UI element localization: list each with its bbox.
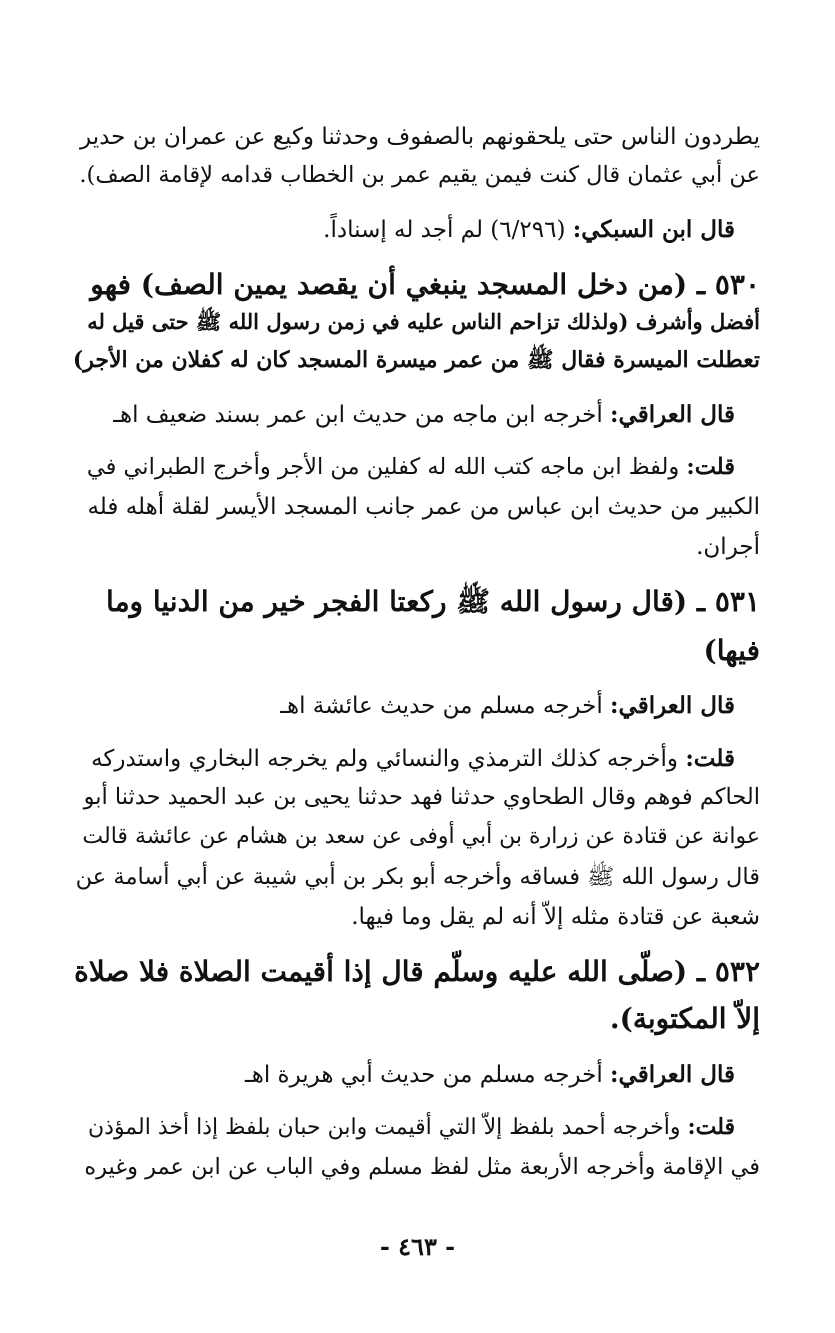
commentary-line bbox=[75, 401, 735, 430]
text-line: في الإقامة وأخرجه الأربعة مثل لفظ مسلم وفي الباب عن ابن عمر وغيره bbox=[84, 1154, 760, 1180]
hadith-line: تعطلت الميسرة فقال ﷺ من عمر ميسرة المسجد كان له كفلان من الأجر) bbox=[72, 347, 760, 373]
text-line: عوانة عن قتادة عن زرارة بن أبي أوفى عن سعد بن هشام عن عائشة قالت bbox=[82, 824, 760, 849]
commentary-lead: قال العراقي: bbox=[610, 1061, 735, 1088]
text-line: قال رسول الله ﷺ فساقه وأخرجه أبو بكر بن أبي شيبة عن أبي أسامة عن bbox=[75, 864, 760, 890]
divider bbox=[78, 442, 758, 443]
commentary-text: أخرجه مسلم من حديث أبي هريرة اهـ bbox=[244, 1062, 611, 1088]
commentary-line bbox=[75, 1114, 735, 1141]
divider bbox=[78, 944, 758, 945]
commentary-lead: قلت: bbox=[685, 745, 735, 772]
divider bbox=[78, 1049, 758, 1050]
divider bbox=[78, 203, 758, 204]
commentary-line bbox=[75, 454, 735, 481]
divider bbox=[78, 257, 758, 258]
commentary-lead: قال العراقي: bbox=[610, 401, 735, 428]
text-line: الحاكم فوهم وقال الطحاوي حدثنا فهد حدثنا يحيى بن عبد الحميد حدثنا أبو bbox=[83, 784, 760, 810]
page-number: - ٤٦٣ - bbox=[379, 1232, 456, 1261]
hadith-heading: ٥٣١ ـ (قال رسول الله ﷺ ركعتا الفجر خير من الدنيا وما bbox=[106, 585, 760, 618]
commentary-lead: قلت: bbox=[686, 454, 735, 480]
commentary-lead: قال العراقي: bbox=[610, 692, 735, 719]
text-line: الكبير من حديث ابن عباس من عمر جانب المسجد الأيسر لقلة أهله فله bbox=[87, 494, 760, 520]
commentary-text: وأخرجه كذلك الترمذي والنسائي ولم يخرجه البخاري واستدركه bbox=[91, 746, 686, 772]
hadith-line: أفضل وأشرف (ولذلك تزاحم الناس عليه في زمن رسول الله ﷺ حتى قيل له bbox=[87, 309, 760, 334]
hadith-line: فيها) bbox=[703, 634, 760, 667]
commentary-text: أخرجه ابن ماجه من حديث ابن عمر بسند ضعيف اهـ bbox=[113, 402, 611, 428]
text-line: شعبة عن قتادة مثله إلاّ أنه لم يقل وما فيها. bbox=[351, 904, 760, 930]
commentary-line bbox=[75, 692, 735, 721]
commentary-text: وأخرجه أحمد بلفظ إلاّ التي أقيمت وابن حبان بلفظ إذا أخذ المؤذن bbox=[87, 1115, 688, 1140]
divider bbox=[78, 1102, 758, 1103]
commentary-line bbox=[75, 216, 735, 245]
commentary-text: (٦/٢٩٦) لم أجد له إسناداً. bbox=[323, 217, 573, 243]
divider bbox=[78, 574, 758, 575]
commentary-lead: قلت: bbox=[687, 1114, 735, 1140]
text-line: يطردون الناس حتى يلحقونهم بالصفوف وحدثنا وكيع عن عمران بن حدير bbox=[80, 124, 760, 150]
commentary-text: أخرجه مسلم من حديث عائشة اهـ bbox=[280, 693, 611, 719]
text-line: عن أبي عثمان قال كنت فيمن يقيم عمر بن الخطاب قدامه لإقامة الصف). bbox=[79, 162, 760, 188]
hadith-heading: ٥٣٢ ـ (صلّى الله عليه وسلّم قال إذا أقيمت الصلاة فلا صلاة bbox=[74, 955, 760, 988]
divider bbox=[78, 389, 758, 390]
hadith-line: إلاّ المكتوبة). bbox=[609, 1002, 760, 1035]
divider bbox=[78, 733, 758, 734]
commentary-lead: قال ابن السبكي: bbox=[572, 216, 735, 243]
commentary-line bbox=[75, 1061, 735, 1090]
commentary-text: ولفظ ابن ماجه كتب الله له كفلين من الأجر وأخرج الطبراني في bbox=[86, 454, 687, 480]
divider bbox=[78, 680, 758, 681]
text-line: أجران. bbox=[696, 534, 760, 560]
commentary-line bbox=[75, 745, 735, 774]
hadith-heading: ٥٣٠ ـ (من دخل المسجد ينبغي أن يقصد يمين الصف) فهو bbox=[90, 268, 760, 301]
